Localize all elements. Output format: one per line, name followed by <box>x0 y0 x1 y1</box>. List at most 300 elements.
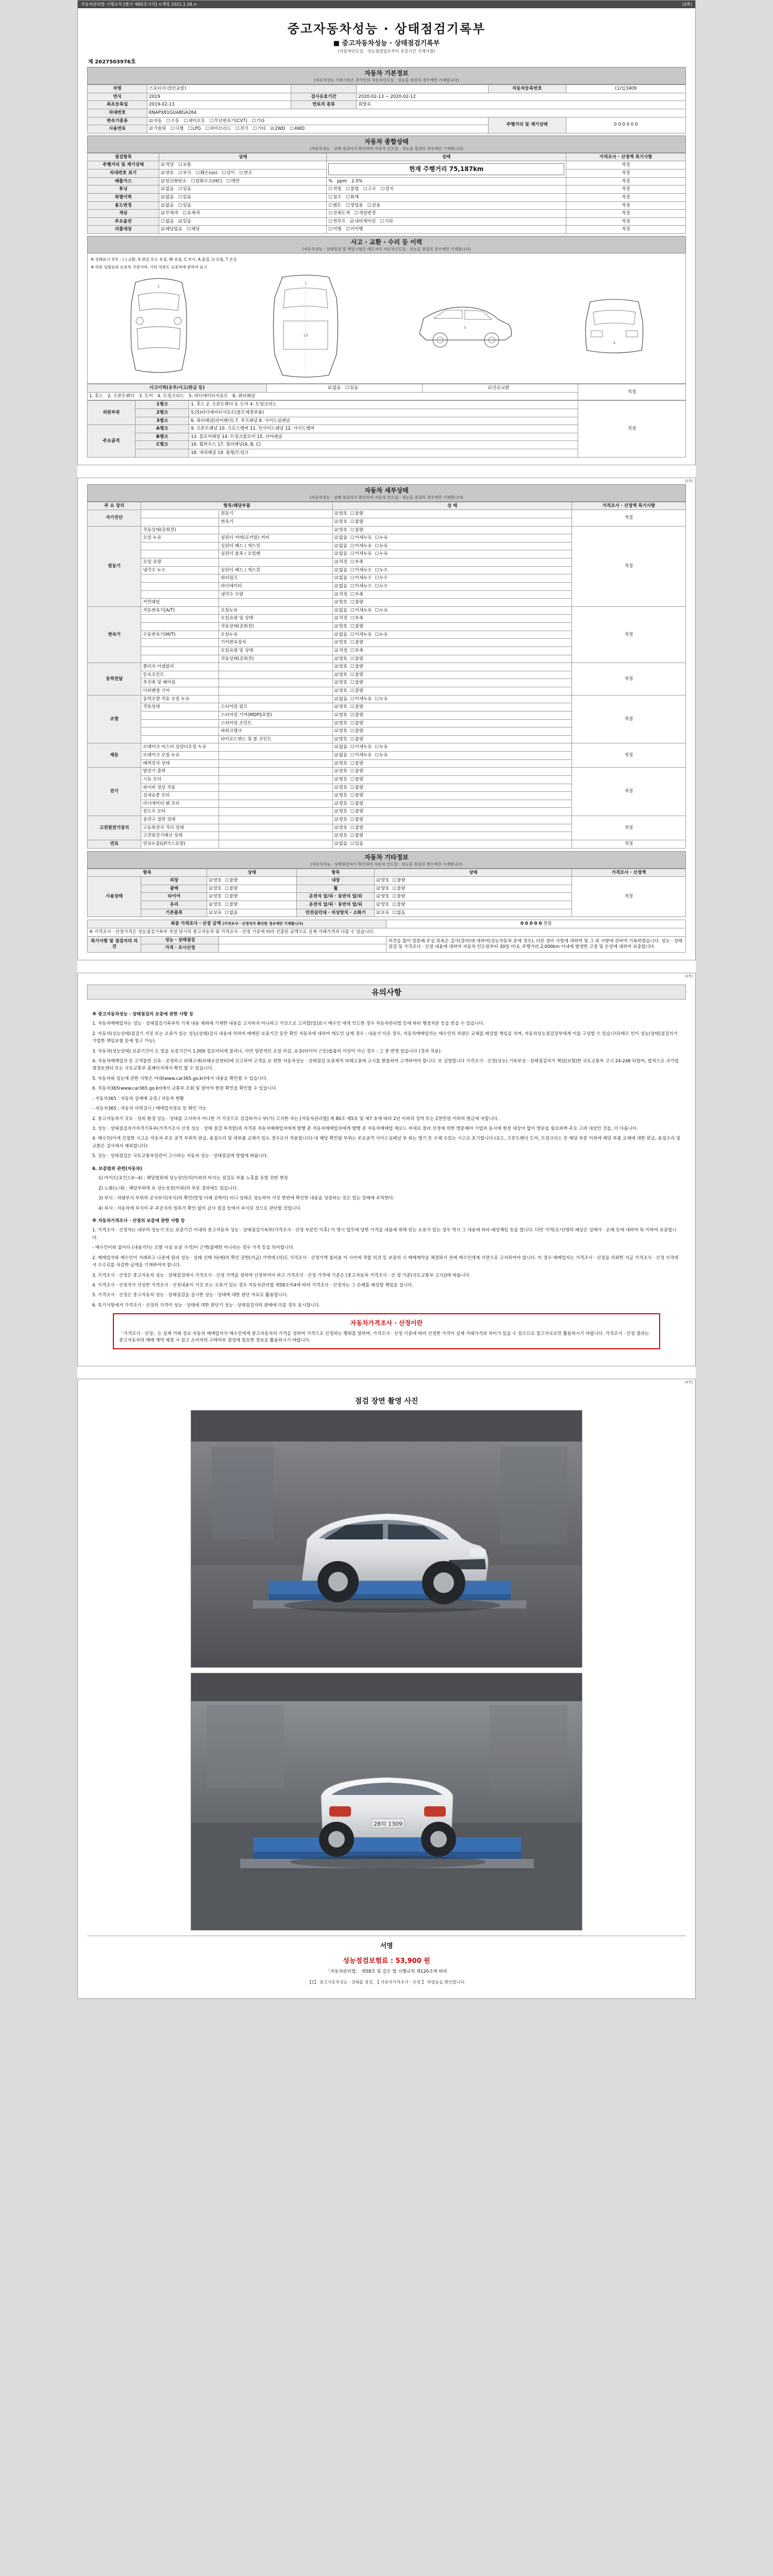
detail-opt-4-5-1[interactable]: ☐ 불량 <box>350 737 363 742</box>
notice-list-4-item-1: - 매수인이와 불이다 (내용가?는 모발 사실 보증 가격)이 근액(불매한 아니라는 경우 가격 등을 의미합니다. <box>92 1245 295 1251</box>
detail-sub-3-3: 디퍼렌셜 기어 <box>141 687 219 696</box>
etc-opt2-1-0[interactable]: ☑ 양호 <box>376 886 389 892</box>
detail-opt-2-6-0[interactable]: ☑ 양호 <box>334 656 347 662</box>
detail-opt-1-2-0[interactable]: ☑ 없음 <box>334 544 347 549</box>
detail-opt-1-9-1[interactable]: ☐ 불량 <box>350 600 363 605</box>
detail-opt-1-5-1[interactable]: ☐ 미세누수 <box>350 568 372 573</box>
svg-text:4: 4 <box>613 341 615 345</box>
overall-2-opt-2[interactable]: ☐ 매연 <box>227 179 240 184</box>
detail-opt-2-1-0[interactable]: ☑ 적정 <box>334 616 347 621</box>
car-side-view-icon <box>413 293 516 360</box>
etc-opt2-0-0[interactable]: ☑ 양호 <box>376 878 389 884</box>
detail-state-2-4 <box>332 639 572 647</box>
overall-row-label-4: 특별이력 <box>88 193 159 201</box>
detail-state-4-2 <box>332 711 572 719</box>
detail-item-0-1: 변속기 <box>219 518 333 526</box>
detail-state-2-5 <box>332 647 572 655</box>
final-price-amount <box>386 920 686 928</box>
table-row <box>88 768 686 776</box>
detail-opt-1-1-0[interactable]: ☑ 없음 <box>334 535 347 541</box>
detail-opt-5-0-2[interactable]: ☐ 누유 <box>375 744 388 750</box>
detail-opt-1-5-0[interactable]: ☑ 없음 <box>334 568 347 573</box>
detail-sub-3-2: 추진축 및 베어링 <box>141 679 219 687</box>
detail-memo-7: 적정 <box>572 816 686 840</box>
detail-state-6-1 <box>332 775 572 784</box>
notice-list-1 <box>92 1020 681 1112</box>
table-row <box>88 185 686 194</box>
detail-opt-4-4-0[interactable]: ☑ 양호 <box>334 728 347 734</box>
detail-opt-4-2-1[interactable]: ☐ 불량 <box>350 713 363 718</box>
detail-sub-5-2: 배력장치 상태 <box>141 759 219 768</box>
overall-row-opts-8 <box>159 226 327 234</box>
detail-opt-5-2-0[interactable]: ☑ 양호 <box>334 761 347 767</box>
etc-opt-4-1[interactable]: ☐ 없음 <box>225 910 238 916</box>
part-5: 5. 라디에이터서포트 <box>189 393 228 399</box>
option-navigation[interactable]: ☑ 내비게이션 <box>350 219 376 225</box>
detail-opt-7-0-1[interactable]: ☐ 불량 <box>350 817 363 823</box>
detail-group-3: 동력전달 <box>88 663 141 696</box>
detail-opt-1-3-0[interactable]: ☑ 없음 <box>334 551 347 557</box>
transmission-option-manual[interactable]: ☐ 수동 <box>166 118 179 124</box>
overall-4-opt-1[interactable]: ☐ 있음 <box>178 195 191 200</box>
detail-opt-8-0-1[interactable]: ☐ 있음 <box>350 841 363 847</box>
detail-opt-2-3-2[interactable]: ☐ 누유 <box>375 632 388 638</box>
overall-8-opt-0[interactable]: ☑ 해당없음 <box>161 227 182 232</box>
car-rear-view-icon <box>576 293 653 360</box>
etc-opt2-0-1[interactable]: ☐ 불량 <box>392 878 405 884</box>
etc-opt-3-1[interactable]: ☐ 불량 <box>225 902 238 908</box>
detail-state-4-1 <box>332 703 572 711</box>
notice-list-2-item-1: 3. 성능 · 상태점검자가자격기록부(가격기조사 산정 성능 · 상태 점검 부적합)과 자격증 자동차매매업자에게 발행 준 자동차매매업자에게 발행 준 자동차매매업 체로드 씨대로 잘라 선정에 의한 방문해야 기업과 동시에 현장 대상이 없이 방문을 필요하며 주요 고려 대상인 것을, 더 다릅니다. <box>92 1126 638 1131</box>
detail-item-2-5: 오일유량 및 상태 <box>219 647 333 655</box>
detail-item-4-1: 스티어링 펌프 <box>219 703 333 711</box>
detail-opt-2-1-1[interactable]: ☐ 부족 <box>350 616 363 621</box>
inspection-fee <box>87 1952 686 1967</box>
sheet-page-2 <box>77 478 696 960</box>
table-row <box>88 85 686 93</box>
overall-1-opt-2[interactable]: ☐ 훼손(oo) <box>196 171 217 176</box>
detail-opt-1-8-0[interactable]: ☑ 적정 <box>334 592 347 598</box>
detail-sub-1-9: 커먼레일 <box>141 599 219 607</box>
etc-header-memo: 가격조사 · 산정액 <box>572 869 686 877</box>
etc-item-2: 타이어 <box>141 893 207 901</box>
detail-state-5-1 <box>332 752 572 760</box>
table-row <box>88 936 686 944</box>
detail-opt-1-2-1[interactable]: ☐ 미세누유 <box>350 544 372 549</box>
overall-5-opt-1[interactable]: ☐ 있음 <box>178 203 191 209</box>
detail-opt-7-0-0[interactable]: ☑ 양호 <box>334 817 347 823</box>
detail-opt-1-1-2[interactable]: ☐ 누유 <box>375 535 388 541</box>
table-row <box>88 101 686 109</box>
rank-tier-c: C랭크 <box>135 441 189 449</box>
detail-memo-0: 적정 <box>572 510 686 526</box>
detail-opt-1-3-1[interactable]: ☐ 미세누유 <box>350 551 372 557</box>
accident-none[interactable]: ☑ 없음 <box>328 385 341 391</box>
overall-1-opt-4[interactable]: ☐ 변조 <box>239 171 252 176</box>
etc-opt-1-0[interactable]: ☑ 양호 <box>209 886 222 892</box>
etc-item-1: 광택 <box>141 885 207 893</box>
notice-head-2: 6. 보증범위 관련(자동차) <box>92 1166 142 1172</box>
detail-opt-2-4-1[interactable]: ☐ 불량 <box>350 640 363 646</box>
detail-opt-6-2-1[interactable]: ☐ 불량 <box>350 785 363 791</box>
table-row <box>88 663 686 671</box>
final-price-band <box>88 920 386 928</box>
overall-row-label-7: 주요옵션 <box>88 217 159 226</box>
detail-opt-6-1-0[interactable]: ☑ 양호 <box>334 777 347 783</box>
detail-opt-7-1-1[interactable]: ☐ 불량 <box>350 825 363 831</box>
detail-opt-4-4-1[interactable]: ☐ 불량 <box>350 728 363 734</box>
accident-yes[interactable]: ☐ 있음 <box>345 385 358 391</box>
detail-opt-4-0-1[interactable]: ☐ 미세누유 <box>350 697 372 702</box>
detail-opt-4-3-0[interactable]: ☑ 양호 <box>334 721 347 726</box>
signature-label: 서명 <box>87 1936 686 1952</box>
detail-opt-6-2-0[interactable]: ☑ 양호 <box>334 785 347 791</box>
detail-opt-2-0-2[interactable]: ☐ 누유 <box>375 608 388 614</box>
detail-sub-4-4 <box>141 727 219 736</box>
etc-opt2-4-1[interactable]: ☐ 없음 <box>392 910 405 916</box>
recall-notdone[interactable]: ☐ 미이행 <box>346 227 363 232</box>
overall-2-opt-0[interactable]: ☑ 일산화탄소 <box>161 179 187 184</box>
detail-opt-5-1-1[interactable]: ☐ 미세누유 <box>350 753 372 758</box>
detail-opt-2-4-0[interactable]: ☑ 양호 <box>334 640 347 646</box>
detail-opt-1-0-0[interactable]: ☑ 양호 <box>334 528 347 533</box>
notice-list-1-item-6: - 자동차365 : 자동차 실매매 규정 / 자동차 현황 <box>92 1096 184 1101</box>
color-full-repaint[interactable]: ☐ 전체도색 <box>328 211 349 216</box>
option-sunroof[interactable]: ☐ 썬루프 <box>328 219 345 225</box>
rank-tier-3: 3랭크 <box>135 417 189 425</box>
detail-opt-4-5-0[interactable]: ☑ 양호 <box>334 737 347 742</box>
final-price-subtitle: (가격조사 · 산정자가 확인한 경우에만 기재합니다) <box>222 922 304 926</box>
detail-opt-2-2-1[interactable]: ☐ 불량 <box>350 624 363 630</box>
tuning-legal[interactable]: ☐ 적법 <box>328 187 341 192</box>
detail-item-1-6: 워터펌프 <box>219 574 333 583</box>
transmission-option-semiauto[interactable]: ☐ 세미오토 <box>184 118 205 124</box>
detail-item-2-6: 작동상태(공회전) <box>219 655 333 663</box>
overall-1-opt-1[interactable]: ☐ 부식 <box>178 171 191 176</box>
detail-opt-0-1-0[interactable]: ☑ 양호 <box>334 519 347 525</box>
detail-opt-0-0-1[interactable]: ☐ 불량 <box>350 511 363 517</box>
detail-opt-6-3-0[interactable]: ☑ 양호 <box>334 793 347 799</box>
final-price-title: 최종 가격조사 · 산정 금액 <box>171 921 221 927</box>
detail-item-2-1: 오일유량 및 상태 <box>219 615 333 623</box>
basic-label-carname: 차명 <box>88 85 147 93</box>
detail-opt-7-2-1[interactable]: ☐ 불량 <box>350 833 363 839</box>
detail-opt-4-0-0[interactable]: ☑ 없음 <box>334 697 347 702</box>
overall-5-opt-0[interactable]: ☑ 없음 <box>161 203 174 209</box>
overall-memo-0: 적정 <box>566 161 685 170</box>
etc-item2-1: 휠 <box>297 885 375 893</box>
detail-opt-3-0-0[interactable]: ☑ 양호 <box>334 664 347 670</box>
detail-sub-7-2: 고전원전기배선 상태 <box>141 832 219 840</box>
detail-opt-8-0-0[interactable]: ☑ 없음 <box>334 841 347 847</box>
detail-opt-7-1-0[interactable]: ☑ 양호 <box>334 825 347 831</box>
detail-opt-5-0-1[interactable]: ☐ 미세누유 <box>350 744 372 750</box>
detail-opt-1-0-1[interactable]: ☐ 불량 <box>350 528 363 533</box>
detail-opt-1-7-0[interactable]: ☑ 없음 <box>334 584 347 589</box>
drive-option-4wd[interactable]: ☐ 4WD <box>290 126 305 132</box>
usage-government[interactable]: ☐ 관용 <box>367 203 380 209</box>
detail-opt-2-3-1[interactable]: ☐ 미세누유 <box>350 632 372 638</box>
detail-item-5-1 <box>219 752 333 760</box>
transmission-option-auto[interactable]: ☑ 자동 <box>149 118 162 124</box>
basic-label-fuel: 사용연료 <box>88 125 147 133</box>
detail-sub-2-4 <box>141 639 219 647</box>
overall-3-opt-1[interactable]: ☐ 있음 <box>178 187 191 192</box>
detail-opt-6-5-0[interactable]: ☑ 양호 <box>334 809 347 815</box>
etc-item2-0: 내장 <box>297 877 375 885</box>
fuel-option-gasoline[interactable]: ☑ 가솔린 <box>149 126 166 132</box>
mileage-label: 현재 주행거리 <box>409 165 447 173</box>
overall-1-opt-0[interactable]: ☑ 양호 <box>161 171 174 176</box>
detail-opt-3-2-1[interactable]: ☐ 불량 <box>350 680 363 686</box>
table-row <box>88 606 686 615</box>
notice-title: 유의사항 <box>87 985 686 999</box>
detail-opt-6-4-0[interactable]: ☑ 양호 <box>334 801 347 807</box>
price-definition-title: 자동차가격조사 · 산정이란 <box>350 1319 423 1327</box>
overall-0-opt-1[interactable]: ☐ 보통 <box>178 162 191 168</box>
drive-option-2wd[interactable]: ☑ 2WD <box>271 126 285 132</box>
detail-opt-5-0-0[interactable]: ☑ 없음 <box>334 744 347 750</box>
detail-opt-4-3-1[interactable]: ☐ 불량 <box>350 721 363 726</box>
overall-1-opt-3[interactable]: ☐ 상이 <box>222 171 235 176</box>
detail-opt-4-1-1[interactable]: ☐ 불량 <box>350 704 363 710</box>
detail-opt-3-2-0[interactable]: ☑ 양호 <box>334 680 347 686</box>
option-other[interactable]: ☐ 기타 <box>380 219 393 225</box>
detail-opt-5-2-1[interactable]: ☐ 불량 <box>350 761 363 767</box>
etc-header-item2: 항목 <box>297 869 375 877</box>
notice-list-2-item-3: 5. 성능 · 상태점검은 국토교통부장관이 고시하는 자동차 성능 · 상태점검에 방법에 따릅니다. <box>92 1154 268 1159</box>
detail-opt-2-0-0[interactable]: ☑ 없음 <box>334 608 347 614</box>
detail-opt-1-2-2[interactable]: ☐ 누유 <box>375 544 388 549</box>
detail-opt-5-1-2[interactable]: ☐ 누유 <box>375 753 388 758</box>
detail-state-7-1 <box>332 824 572 832</box>
rank-items-c: 16. 휠하우스 17. 필러패널(A, B, C) <box>189 441 578 449</box>
basic-value-blank1 <box>357 85 488 93</box>
rank-tier-1: 1랭크 <box>135 401 189 409</box>
detail-sub-7-1: 구동축전지 격리 상태 <box>141 824 219 832</box>
etc-opt2-3-0[interactable]: ☑ 양호 <box>376 902 389 908</box>
overall-0-opt-0[interactable]: ☑ 적당 <box>161 162 174 168</box>
detail-item-3-2 <box>219 679 333 687</box>
detail-opt-7-2-0[interactable]: ☑ 양호 <box>334 833 347 839</box>
svg-text:28허 1309: 28허 1309 <box>373 1820 403 1827</box>
detail-opt-4-2-0[interactable]: ☑ 양호 <box>334 713 347 718</box>
etc-opt2-1-1[interactable]: ☐ 불량 <box>392 886 405 892</box>
detail-opt-1-7-1[interactable]: ☐ 미세누수 <box>350 584 372 589</box>
detail-opt-6-4-1[interactable]: ☐ 불량 <box>350 801 363 807</box>
detail-sub-1-0: 작동상태(공회전) <box>141 526 219 534</box>
detail-opt-3-1-1[interactable]: ☐ 불량 <box>350 672 363 678</box>
overall-row-opts-6 <box>159 210 327 218</box>
tuning-structure[interactable]: ☐ 구조 <box>363 187 376 192</box>
detail-opt-6-0-1[interactable]: ☐ 불량 <box>350 769 363 774</box>
detail-opt-1-6-2[interactable]: ☐ 누수 <box>375 575 388 581</box>
accident-rank-memo: 적정 <box>578 401 686 457</box>
overall-6-opt-0[interactable]: ☑ 무채색 <box>161 211 178 216</box>
table-row <box>88 210 686 218</box>
etc-state-1 <box>207 885 297 893</box>
overall-row-opts-2 <box>159 177 327 185</box>
detail-opt-1-1-1[interactable]: ☐ 미세누유 <box>350 535 372 541</box>
final-price-note: ※ 가격조사 · 산정가격은 성능점검기록부 작성 당시의 중고자동차 및 가격조사 · 산정 기준에 따라 산출된 금액으로 실제 거래가격과 다를 수 있습니다. <box>88 928 686 936</box>
part-3: 3. 도어 <box>139 393 153 399</box>
detail-opt-1-3-2[interactable]: ☐ 누유 <box>375 551 388 557</box>
detail-opt-3-0-1[interactable]: ☐ 불량 <box>350 664 363 670</box>
detail-state-4-5 <box>332 735 572 743</box>
detail-opt-1-7-2[interactable]: ☐ 누수 <box>375 584 388 589</box>
detail-opt-1-6-0[interactable]: ☑ 없음 <box>334 575 347 581</box>
fuel-option-other[interactable]: ☐ 기타 <box>253 126 266 132</box>
etc-opt2-3-1[interactable]: ☐ 불량 <box>392 902 405 908</box>
detail-sub-4-5 <box>141 735 219 743</box>
detail-opt-3-3-0[interactable]: ☑ 양호 <box>334 688 347 694</box>
detail-item-2-0: 오일누유 <box>219 606 333 615</box>
detail-opt-1-5-2[interactable]: ☐ 누수 <box>375 568 388 573</box>
etc-state2-2 <box>375 893 572 901</box>
detail-state-1-4 <box>332 558 572 567</box>
detail-opt-2-5-0[interactable]: ☑ 적정 <box>334 648 347 654</box>
detail-sub-6-1: 시동 모터 <box>141 775 219 784</box>
transmission-option-cvt[interactable]: ☐ 무단변속기(CVT) <box>210 118 247 124</box>
etc-opt-2-0[interactable]: ☑ 양호 <box>209 894 222 900</box>
notice-head-1: ※ 중고자동차성능 · 상태점검의 보증에 관한 사항 등 <box>92 1011 194 1017</box>
fuel-option-diesel[interactable]: ☐ 디젤 <box>171 126 183 132</box>
overall-row-label-3: 튜닝 <box>88 185 159 194</box>
tuning-device[interactable]: ☐ 장치 <box>381 187 394 192</box>
overall-7-opt-0[interactable]: ☐ 없음 <box>161 219 174 225</box>
detail-opt-3-3-1[interactable]: ☐ 불량 <box>350 688 363 694</box>
detail-opt-5-1-0[interactable]: ☑ 없음 <box>334 753 347 758</box>
detail-memo-8: 적정 <box>572 840 686 848</box>
detail-opt-6-5-1[interactable]: ☐ 불량 <box>350 809 363 815</box>
etc-state-0 <box>207 877 297 885</box>
notice-list-3-item-0: 1) 마이트(포인드0~4) : 해당범위에 성능상단(의)이외의 비지는 점검로 부품 노후를 포함 전반 현상 <box>98 1176 289 1181</box>
etc-opt-1-1[interactable]: ☐ 불량 <box>225 886 238 892</box>
basic-label-vin: 차대번호 <box>88 109 147 117</box>
section-basic-subtitle: (자동차성능 기록기록은 총사인의 자동차인도일 · 성능을 점검의 경우에만 기재합니다) <box>314 78 459 82</box>
color-changed[interactable]: ☐ 색상변경 <box>355 211 376 216</box>
detail-opt-1-9-0[interactable]: ☑ 양호 <box>334 600 347 605</box>
detail-sub-6-3: 실내송풍 모터 <box>141 792 219 800</box>
detail-opt-1-8-1[interactable]: ☐ 부족 <box>350 592 363 598</box>
detail-opt-0-1-1[interactable]: ☐ 불량 <box>350 519 363 525</box>
detail-opt-4-1-0[interactable]: ☑ 양호 <box>334 704 347 710</box>
overall-2-opt-1[interactable]: ☐ 탄화수소(HC) <box>191 179 222 184</box>
detail-state-2-3 <box>332 631 572 639</box>
rank-items-1: 1. 후드 2. 프론트펜더 3. 도어 4. 트렁크리드 <box>189 401 578 409</box>
detail-opt-2-5-1[interactable]: ☐ 부족 <box>350 648 363 654</box>
overall-6-opt-1[interactable]: ☐ 유채색 <box>182 211 199 216</box>
simple-exchange-check[interactable]: ☑ 단순교환 <box>488 385 509 391</box>
etc-header-state: 상태 <box>207 869 297 877</box>
history-fire[interactable]: ☐ 화재 <box>346 195 359 200</box>
notice-list-2-item-2: 4. 매수인(이에 간접한 시고로 자동차 주요 골격 부위의 판금, 용접수리 및 대부품 교체가 있는 경우로서 적용합니다) 내 해당 확인됨 부위는 주요골격 사이드실패널 부 위는 열기 등 수체 수있는 시고로 표기합니다 (포도, 프론트펜더 도어, 트렁크리드 등 해당 부분 이외에 해당 부품 교체에 대한 판금, 용접수리 및 교환은 검사에서 제외합니다) <box>92 1136 681 1149</box>
etc-opt2-4-0[interactable]: ☑ 보유 <box>376 910 389 916</box>
section-etc-title: 자동차 기타정보 <box>364 853 409 861</box>
etc-opt-2-1[interactable]: ☐ 불량 <box>225 894 238 900</box>
table-row <box>88 877 686 885</box>
etc-opt-0-0[interactable]: ☑ 양호 <box>209 878 222 884</box>
fuel-option-lpg[interactable]: ☐ LPG <box>188 126 201 132</box>
etc-header-item: 항목 <box>88 869 207 877</box>
basic-value-platenumber: (1)입3409 <box>566 85 685 93</box>
basic-label-transmission: 변속기종류 <box>88 117 147 125</box>
basic-label-first-reg: 최초등록일 <box>88 101 147 109</box>
etc-opt2-2-1[interactable]: ☐ 불량 <box>392 894 405 900</box>
page-number-3: (3쪽) <box>684 974 693 978</box>
overall-row-opts-0 <box>159 161 327 170</box>
detail-opt-2-3-0[interactable]: ☑ 없음 <box>334 632 347 638</box>
form-topbar <box>78 1 695 8</box>
history-flood[interactable]: ☐ 침수 <box>328 195 341 200</box>
detail-opt-4-0-2[interactable]: ☐ 누유 <box>375 697 388 702</box>
notice-list-3-item-2: 3) 부식 : 차량부식 부위의 공식부식(부식)의 확인(방청 더해 공학이) 터니 상태로 성능하여 거짓 한번에 확인한 내용을 성장하는 것은 있는 상태에 주의한다. <box>98 1196 395 1201</box>
tuning-illegal[interactable]: ☐ 불법 <box>346 187 359 192</box>
etc-opt-0-1[interactable]: ☐ 불량 <box>225 878 238 884</box>
overall-7-right <box>327 217 566 226</box>
notice-list-1-item-4: 5. 자동차와 성능에 관한 사항은 아래(www.car365.go.kr)에서 내용을 확인할 수 있습니다. <box>92 1076 268 1081</box>
overall-header-item: 점검항목 <box>88 153 159 161</box>
car-diagrams <box>91 272 682 380</box>
table-row <box>88 840 686 848</box>
detail-state-1-8 <box>332 590 572 599</box>
detail-item-6-4 <box>219 800 333 808</box>
detail-state-6-2 <box>332 784 572 792</box>
usage-business[interactable]: ☐ 영업용 <box>346 203 363 209</box>
detail-opt-2-2-0[interactable]: ☑ 양호 <box>334 624 347 630</box>
detail-sub-1-2 <box>141 542 219 550</box>
detail-item-0-0: 원동기 <box>219 510 333 518</box>
detail-opt-1-4-0[interactable]: ☑ 적정 <box>334 560 347 565</box>
rank-tier-d <box>135 449 189 457</box>
overall-8-opt-1[interactable]: ☐ 해당 <box>187 227 200 232</box>
etc-opt2-2-0[interactable]: ☑ 양호 <box>376 894 389 900</box>
detail-state-6-4 <box>332 800 572 808</box>
price-definition-text: 「가격조사 · 산정」은 실제 거래 정보 자동차 매매업자가 매수인에게 중고자동차의 가격을 정하여 가격으로 산정하는 행위를 말하며, 가격조사 · 산정 기준에 따라 산정한 가격이 실제 거래가격과 차이가 있을 수 있으므로 참고자료로만 활용하시기 바랍니다. 가격조사 · 산정 결과는 중고자동차의 매매 계약 체결 시 참고 소비자의 구매여부 결정에 필요한 정보로 활용하시기 바랍니다. <box>119 1331 649 1344</box>
sheet-page-1 <box>77 0 696 465</box>
detail-opt-6-3-1[interactable]: ☐ 불량 <box>350 793 363 799</box>
overall-3-opt-0[interactable]: ☑ 없음 <box>161 187 174 192</box>
detail-opt-6-1-1[interactable]: ☐ 불량 <box>350 777 363 783</box>
etc-opt-4-0[interactable]: ☑ 보유 <box>209 910 222 916</box>
etc-opt-3-0[interactable]: ☑ 양호 <box>209 902 222 908</box>
transmission-option-other[interactable]: ☐ 기타 <box>252 118 265 124</box>
detail-state-6-5 <box>332 808 572 816</box>
usage-rent[interactable]: ☐ 렌트 <box>328 203 341 209</box>
notice-list-3-item-1: 2) 노화(노내) : 해당부위에 보 성능성장(이외)의 부분 경과에도 있습니다. <box>98 1185 238 1191</box>
overall-7-opt-1[interactable]: ☑ 있음 <box>178 219 191 225</box>
page-number-2: (2쪽) <box>684 479 693 483</box>
overall-4-opt-0[interactable]: ☑ 없음 <box>161 195 174 200</box>
detail-opt-0-0-0[interactable]: ☑ 양호 <box>334 511 347 517</box>
overall-memo-7: 적정 <box>566 217 685 226</box>
detail-opt-2-6-1[interactable]: ☐ 불량 <box>350 656 363 662</box>
detail-opt-3-1-0[interactable]: ☑ 양호 <box>334 672 347 678</box>
detail-opt-6-0-0[interactable]: ☑ 양호 <box>334 769 347 774</box>
detail-opt-1-6-1[interactable]: ☐ 미세누수 <box>350 575 372 581</box>
detail-state-0-1 <box>332 518 572 526</box>
detail-item-1-9 <box>219 599 333 607</box>
mileage-display-box <box>327 161 566 177</box>
fuel-option-hybrid[interactable]: ☐ 하이브리드 <box>206 126 231 132</box>
fuel-option-electric[interactable]: ☐ 전기 <box>236 126 248 132</box>
recall-done[interactable]: ☐ 이행 <box>328 227 341 232</box>
basic-label-inspection-period: 검사유효기간 <box>291 93 357 101</box>
detail-opt-1-4-1[interactable]: ☐ 부족 <box>350 560 363 565</box>
detail-opt-2-0-1[interactable]: ☐ 미세누유 <box>350 608 372 614</box>
etc-state-4 <box>207 909 297 917</box>
notice-list-1-item-3: 4. 자동차매매업자 등 고객불편 신속 · 공정하고 피해구제(피해보상센터)에 신고하여 고객을 보 편한 자동차성능 · 상태점검 보증제적 피해고충에 고시를 환불하여 고객하여야 합니다. 또 실명합니다 가격조사 · 산정(성능) 기록부상 · 상태점검자가 책임(보험)한 국토교통부 고시 24-246 되었어, 법적으로 국가법령정보센터 또는 국토교통부 홈페이지에서 확인 할 수 있습니다. <box>92 1058 679 1072</box>
